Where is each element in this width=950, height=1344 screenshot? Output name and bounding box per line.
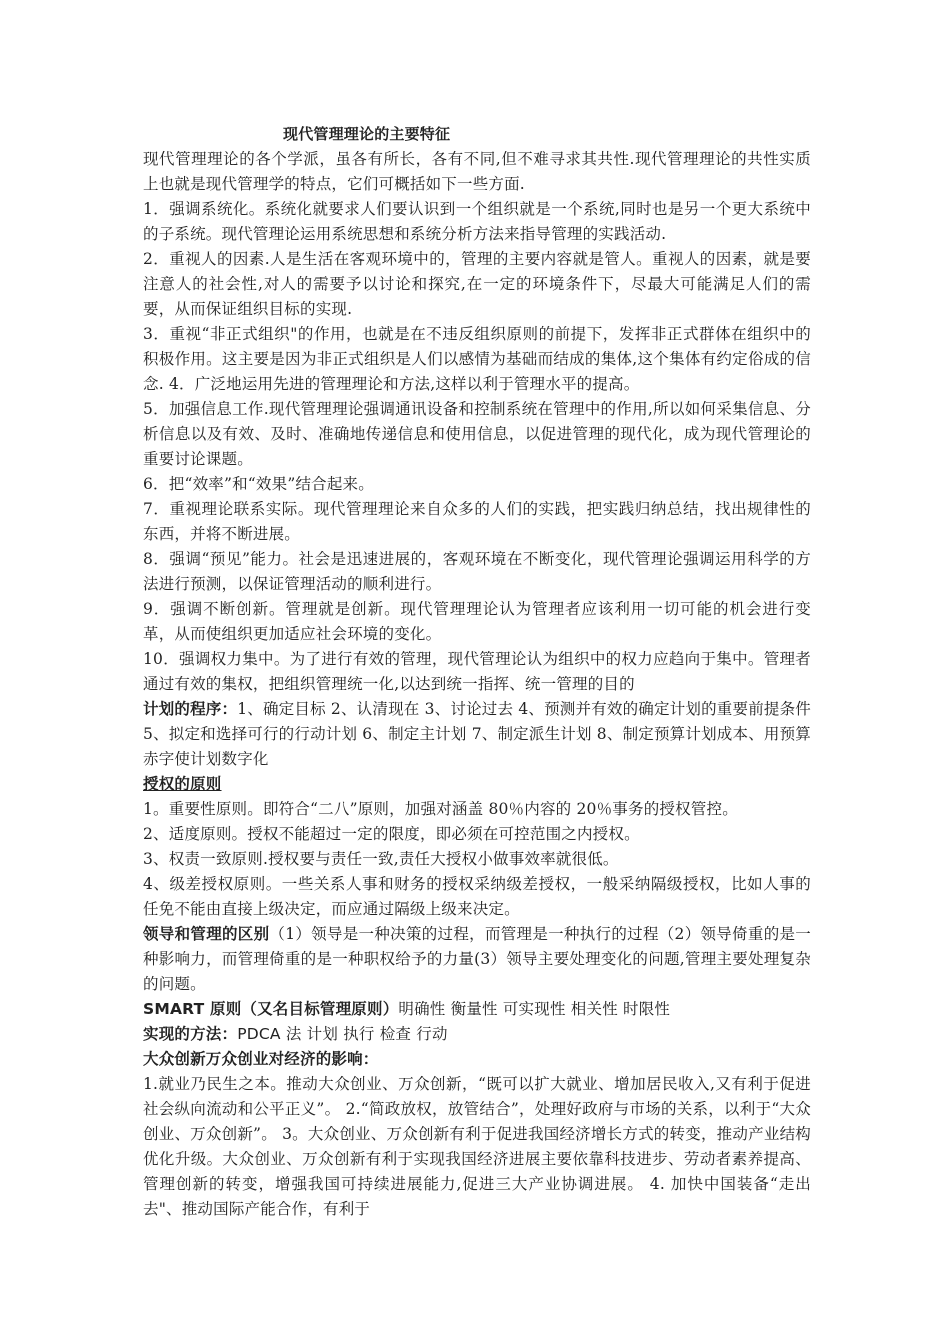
feature-2: 2．重视人的因素.人是生活在客观环境中的，管理的主要内容就是管人。重视人的因素，就是要注意人的社会性,对人的需要予以讨论和探究,在一定的环境条件下，尽最大可能满足人们的需要，从而保证组织目标的实现.	[143, 250, 811, 318]
smart-text: 明确性 衡量性 可实现性 相关性 时限性	[398, 1000, 671, 1018]
leadership-vs-management	[143, 922, 811, 997]
intro-paragraph: 现代管理理论的各个学派，虽各有所长，各有不同,但不难寻求其共性.现代管理理论的共性实质上也就是现代管理学的特点，它们可概括如下一些方面.	[143, 150, 811, 193]
mass-innovation-heading: 大众创新万众创业对经济的影响：	[143, 1050, 379, 1068]
feature-3-4: 3．重视“非正式组织"的作用，也就是在不违反组织原则的前提下，发挥非正式群体在组织中的积极作用。这主要是因为非正式组织是人们以感情为基础而结成的集体,这个集体有约定俗成的信念. 4．广泛地运用先进的管理理论和方法,这样以利于管理水平的提高。	[143, 325, 811, 393]
smart-label: SMART 原则（又名目标管理原则）	[143, 1000, 399, 1018]
feature-9: 9．强调不断创新。管理就是创新。现代管理理论认为管理者应该利用一切可能的机会进行变革，从而使组织更加适应社会环境的变化。	[143, 600, 811, 643]
document-title: 现代管理理论的主要特征	[283, 125, 451, 143]
authorization-heading: 授权的原则	[143, 775, 222, 793]
feature-1: 1．强调系统化。系统化就要求人们要认识到一个组织就是一个系统,同时也是另一个更大系统中的子系统。现代管理论运用系统思想和系统分析方法来指导管理的实践活动.	[143, 200, 811, 243]
leadership-label: 领导和管理的区别	[143, 925, 270, 943]
mass-innovation-text: 1.就业乃民生之本。推动大众创业、万众创新，“既可以扩大就业、增加居民收入,又有利于促进社会纵向流动和公平正义”。 2.“简政放权，放管结合”，处理好政府与市场的关系，以利于“大众创业、万众创新”。 3。大众创业、万众创新有利于促进我国经济增长方式的转变，推动产业结构优化升级。大众创业、万众创新有利于实现我国经济进展主要依靠科技进步、劳动者素养提高、管理创新的转变，增强我国可持续进展能力,促进三大产业协调进展。 4. 加快中国装备“走出去"、推动国际产能合作，有利于	[143, 1075, 811, 1218]
feature-10: 10．强调权力集中。为了进行有效的管理，现代管理论认为组织中的权力应趋向于集中。管理者通过有效的集权，把组织管理统一化,以达到统一指挥、统一管理的目的	[143, 650, 811, 693]
implementation-method	[143, 1022, 811, 1047]
authorization-1: 1。重要性原则。即符合“二八”原则，加强对涵盖 80％内容的 20％事务的授权管控。	[143, 800, 738, 818]
feature-5: 5．加强信息工作.现代管理理论强调通讯设备和控制系统在管理中的作用,所以如何采集信息、分析信息以及有效、及时、准确地传递信息和使用信息，以促进管理的现代化，成为现代管理论的重要讨论课题。	[143, 400, 811, 468]
feature-8: 8．强调“预见”能力。社会是迅速进展的，客观环境在不断变化，现代管理论强调运用科学的方法进行预测，以保证管理活动的顺利进行。	[143, 550, 811, 593]
method-label: 实现的方法：	[143, 1025, 238, 1043]
method-text: PDCA 法 计划 执行 检查 行动	[237, 1025, 448, 1043]
leadership-text: （1）领导是一种决策的过程，而管理是一种执行的过程（2）领导倚重的是一种影响力，而管理倚重的是一种职权给予的力量(3）领导主要处理变化的问题,管理主要处理复杂的问题。	[143, 925, 811, 993]
smart-principle	[143, 997, 811, 1022]
planning-text: 1、确定目标 2、认清现在 3、讨论过去 4、预测并有效的确定计划的重要前提条件 5、拟定和选择可行的行动计划 6、制定主计划 7、制定派生计划 8、制定预算计划成本、用预算赤字使计划数字化	[143, 700, 812, 768]
authorization-2: 2、适度原则。授权不能超过一定的限度，即必须在可控范围之内授权。	[143, 825, 640, 843]
feature-7: 7．重视理论联系实际。现代管理理论来自众多的人们的实践，把实践归纳总结，找出规律性的东西，并将不断进展。	[143, 500, 811, 543]
authorization-4: 4、级差授权原则。一些关系人事和财务的授权采纳级差授权，一般采纳隔级授权，比如人事的任免不能由直接上级决定，而应通过隔级上级来决定。	[143, 875, 811, 918]
planning-label: 计划的程序：	[143, 700, 238, 718]
feature-6: 6．把“效率”和“效果”结合起来。	[143, 475, 374, 493]
planning-procedure	[143, 697, 811, 772]
document-page	[143, 122, 811, 1222]
authorization-3: 3、权责一致原则.授权要与责任一致,责任大授权小做事效率就很低。	[143, 850, 619, 868]
